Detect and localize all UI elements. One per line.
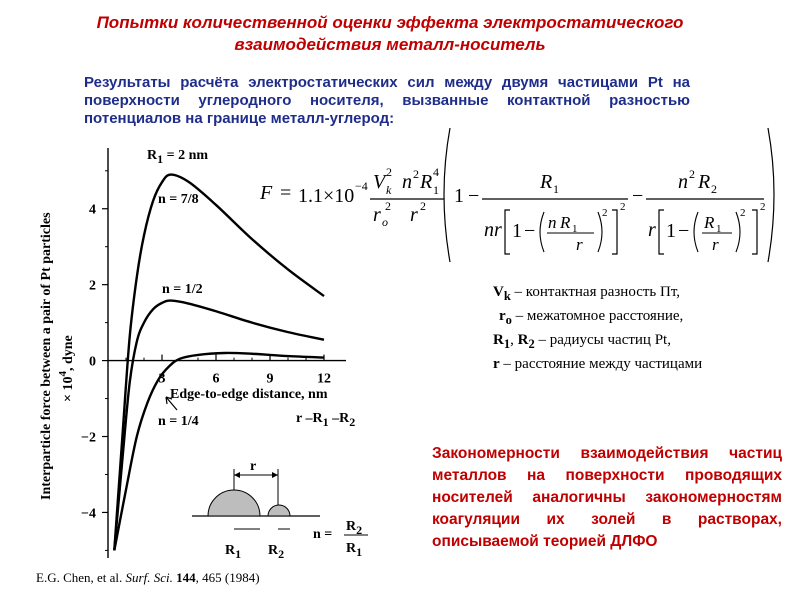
svg-text:× 104, dyne [57, 335, 76, 402]
formula-r1: R [420, 171, 433, 193]
series-label-7-8: n = 7/8 [158, 192, 199, 207]
inset-frac-num: R2 [346, 519, 363, 537]
inset-particle-2 [268, 505, 290, 516]
formula-coef-exp: −4 [355, 179, 368, 193]
formula-r-den-sq: 2 [420, 199, 426, 213]
y-tick-label: −2 [81, 430, 96, 446]
formula-inner-r1-sub: 1 [572, 223, 578, 235]
intro-text: Результаты расчёта электростатических сил между двумя частицами Pt на поверхности углеродного носителя, вызванные контактной разностью потенциалов на границе металл-углерод: [84, 74, 690, 127]
formula-minus3: − [632, 185, 644, 207]
formula-n: n [402, 171, 412, 193]
symbol-legend [493, 280, 783, 376]
inset-particle-1 [208, 490, 260, 516]
formula-inner-r: r [576, 235, 583, 254]
formula-frac4-n-sq: 2 [689, 167, 695, 181]
formula-big-right-paren [768, 128, 774, 262]
formula-vk-sub: k [386, 183, 392, 197]
formula-big-left-paren [444, 128, 450, 262]
formula-ro-sub: o [382, 215, 388, 229]
formula-inner-r1: R [560, 213, 571, 232]
y-unit-prefix: × 10 [61, 376, 76, 402]
slide-title [40, 12, 740, 56]
y-tick-label: 2 [89, 278, 96, 294]
citation-authors: E.G. Chen, et al. [36, 570, 126, 585]
inset-R1-label: R1 [225, 543, 242, 561]
formula-inner-sq2: 2 [740, 207, 746, 219]
series-label-1-4: n = 1/4 [158, 414, 199, 429]
formula-inner2-r: r [712, 235, 719, 254]
formula-r-den: r [410, 204, 418, 226]
formula-r1-4: 4 [433, 165, 439, 179]
formula-minus1: − [468, 185, 480, 207]
inset-frac-den: R1 [346, 541, 363, 559]
legend-r: r – расстояние между частицами [493, 356, 703, 372]
conclusion-text: Закономерности взаимодействия частиц металлов на поверхности проводящих носителей аналогичны закономерностям коагуляции их золей в растворах, описываемой теорией ДЛФО [432, 445, 782, 550]
formula-frac4-r2: R [698, 171, 711, 193]
formula-n-sq: 2 [413, 167, 419, 181]
formula-one3: 1 [666, 220, 676, 242]
inset-n-eq: n = [313, 527, 333, 542]
y-tick-label: 0 [89, 354, 96, 370]
legend-vk: $V_k$ – контактная разность Пт, [493, 284, 681, 303]
formula-inner-n: n [548, 213, 557, 232]
x-axis-title: Edge-to-edge distance, nm [170, 387, 328, 402]
citation-volume: 144 [172, 570, 196, 585]
formula-outer-sq2: 2 [760, 201, 766, 213]
formula-lhs: F [260, 182, 273, 204]
force-chart [30, 140, 390, 570]
x-tick-label: 9 [266, 371, 274, 387]
citation-journal: Surf. Sci. [125, 570, 173, 585]
formula-vk: V [373, 171, 386, 193]
r1-annotation: R1 = 2 nm [147, 148, 209, 166]
formula-inner-sq1: 2 [602, 207, 608, 219]
slide-title-line2: взаимодействия металл-носитель [234, 35, 546, 54]
formula-vk-sq: 2 [386, 165, 392, 179]
formula-one2: 1 [512, 220, 522, 242]
formula-frac3-num: R [540, 171, 553, 193]
citation-pages: , 465 (1984) [195, 570, 260, 585]
y-tick-label: 4 [89, 202, 96, 218]
formula-outer-sq1: 2 [620, 201, 626, 213]
formula-ro: r [373, 204, 381, 226]
slide-title-line1: Попытки количественной оценки эффекта электростатического [96, 13, 684, 32]
formula-r1-sub: 1 [433, 183, 439, 197]
formula-eq: = [280, 182, 292, 204]
formula-inner2-r1-sub: 1 [716, 223, 722, 235]
x-tick-label: 6 [212, 371, 220, 387]
x-tick-label: 3 [158, 371, 166, 387]
series-label-1-2: n = 1/2 [162, 282, 203, 297]
legend-ro: $r_o$ – межатомное расстояние, [499, 308, 684, 327]
inset-r-label: r [250, 459, 257, 474]
formula-minus2: − [524, 220, 536, 242]
formula-one: 1 [454, 185, 464, 207]
formula-ro-sq: 2 [385, 199, 391, 213]
formula-nr: nr [484, 219, 502, 241]
formula-inner2-r1: R [704, 213, 715, 232]
formula-frac3-num-sub: 1 [553, 182, 559, 196]
y-tick-label: −4 [81, 506, 96, 522]
formula-minus4: − [678, 220, 690, 242]
formula-frac4-r: r [648, 219, 656, 241]
particle-inset [192, 459, 368, 561]
formula-frac4-r2-sub: 2 [711, 182, 717, 196]
y-axis-title: Interparticle force between a pair of Pt particles [39, 212, 54, 500]
x-axis-title2: r –R1 –R2 [296, 411, 356, 429]
x-tick-label: 12 [317, 371, 331, 387]
citation [36, 570, 260, 586]
inset-R2-label: R2 [268, 543, 285, 561]
y-unit-suffix: , dyne [61, 335, 76, 372]
y-unit-exp: 4 [57, 371, 69, 377]
formula-coef: 1.1×10 [298, 185, 355, 207]
y-axis-unit [57, 335, 76, 402]
formula-frac4-n: n [678, 171, 688, 193]
y-axis-label [39, 212, 54, 500]
legend-r1r2: $R_1$, $R_2$ – радиусы частиц Pt, [493, 332, 671, 351]
